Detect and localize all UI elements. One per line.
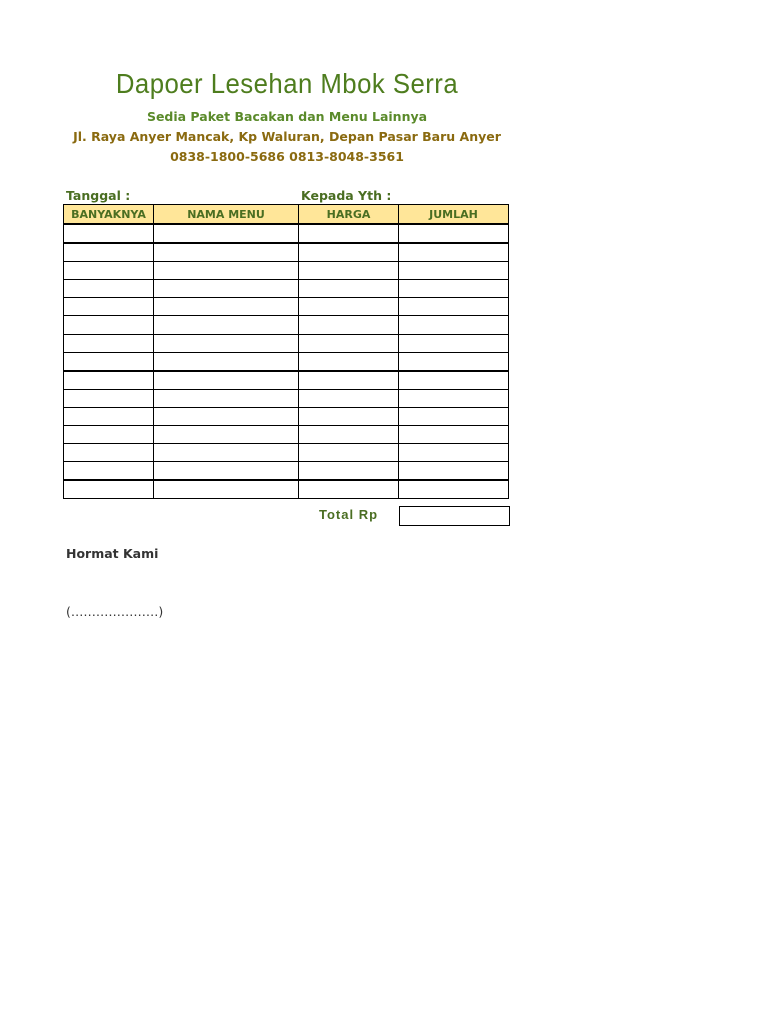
column-header-menu-name: NAMA MENU [154,205,299,225]
menu-name-cell[interactable] [154,389,299,407]
table-row [64,389,509,407]
table-row [64,426,509,444]
amount-cell[interactable] [399,352,509,371]
recipient-label: Kepada Yth : [301,188,392,203]
quantity-cell[interactable] [64,224,154,243]
menu-name-cell[interactable] [154,298,299,316]
menu-name-cell[interactable] [154,462,299,481]
table-row [64,243,509,262]
price-cell[interactable] [299,407,399,425]
amount-cell[interactable] [399,280,509,298]
quantity-cell[interactable] [64,426,154,444]
quantity-cell[interactable] [64,298,154,316]
regards-text: Hormat Kami [66,546,159,561]
quantity-cell[interactable] [64,316,154,334]
menu-name-cell[interactable] [154,480,299,499]
amount-cell[interactable] [399,262,509,280]
quantity-cell[interactable] [64,352,154,371]
total-value-cell[interactable] [399,506,510,526]
amount-cell[interactable] [399,371,509,390]
quantity-cell[interactable] [64,262,154,280]
menu-name-cell[interactable] [154,426,299,444]
price-cell[interactable] [299,426,399,444]
menu-name-cell[interactable] [154,334,299,352]
total-label: Total Rp [319,507,379,522]
table-row [64,316,509,334]
quantity-cell[interactable] [64,462,154,481]
amount-cell[interactable] [399,316,509,334]
restaurant-subtitle: Sedia Paket Bacakan dan Menu Lainnya [146,109,428,124]
amount-cell[interactable] [399,334,509,352]
price-cell[interactable] [299,389,399,407]
price-cell[interactable] [299,352,399,371]
price-cell[interactable] [299,262,399,280]
table-row [64,334,509,352]
price-cell[interactable] [299,334,399,352]
menu-name-cell[interactable] [154,224,299,243]
price-cell[interactable] [299,480,399,499]
quantity-cell[interactable] [64,334,154,352]
signature-line: (…………………) [66,604,164,619]
amount-cell[interactable] [399,480,509,499]
restaurant-phones: 0838-1800-5686 0813-8048-3561 [170,149,404,164]
table-row [64,407,509,425]
amount-cell[interactable] [399,444,509,462]
quantity-cell[interactable] [64,371,154,390]
table-row [64,352,509,371]
price-cell[interactable] [299,243,399,262]
menu-name-cell[interactable] [154,371,299,390]
amount-cell[interactable] [399,243,509,262]
restaurant-address: Jl. Raya Anyer Mancak, Kp Waluran, Depan Pasar Baru Anyer [73,129,501,144]
price-cell[interactable] [299,224,399,243]
menu-name-cell[interactable] [154,280,299,298]
amount-cell[interactable] [399,426,509,444]
quantity-cell[interactable] [64,444,154,462]
table-row [64,480,509,499]
menu-name-cell[interactable] [154,407,299,425]
menu-name-cell[interactable] [154,316,299,334]
column-header-price: HARGA [299,205,399,225]
order-table-body [64,224,509,499]
price-cell[interactable] [299,316,399,334]
quantity-cell[interactable] [64,243,154,262]
order-table [63,204,509,499]
table-row [64,371,509,390]
table-row [64,298,509,316]
quantity-cell[interactable] [64,389,154,407]
price-cell[interactable] [299,371,399,390]
column-header-amount: JUMLAH [399,205,509,225]
table-row [64,224,509,243]
date-label: Tanggal : [66,188,131,203]
price-cell[interactable] [299,298,399,316]
menu-name-cell[interactable] [154,444,299,462]
table-header-row [64,205,509,225]
restaurant-title: Dapoer Lesehan Mbok Serra [115,68,459,99]
menu-name-cell[interactable] [154,262,299,280]
amount-cell[interactable] [399,407,509,425]
table-row [64,462,509,481]
amount-cell[interactable] [399,298,509,316]
quantity-cell[interactable] [64,407,154,425]
table-row [64,444,509,462]
price-cell[interactable] [299,280,399,298]
amount-cell[interactable] [399,462,509,481]
quantity-cell[interactable] [64,280,154,298]
quantity-cell[interactable] [64,480,154,499]
column-header-quantity: BANYAKNYA [64,205,154,225]
amount-cell[interactable] [399,389,509,407]
table-row [64,262,509,280]
table-row [64,280,509,298]
menu-name-cell[interactable] [154,352,299,371]
price-cell[interactable] [299,444,399,462]
price-cell[interactable] [299,462,399,481]
menu-name-cell[interactable] [154,243,299,262]
amount-cell[interactable] [399,224,509,243]
